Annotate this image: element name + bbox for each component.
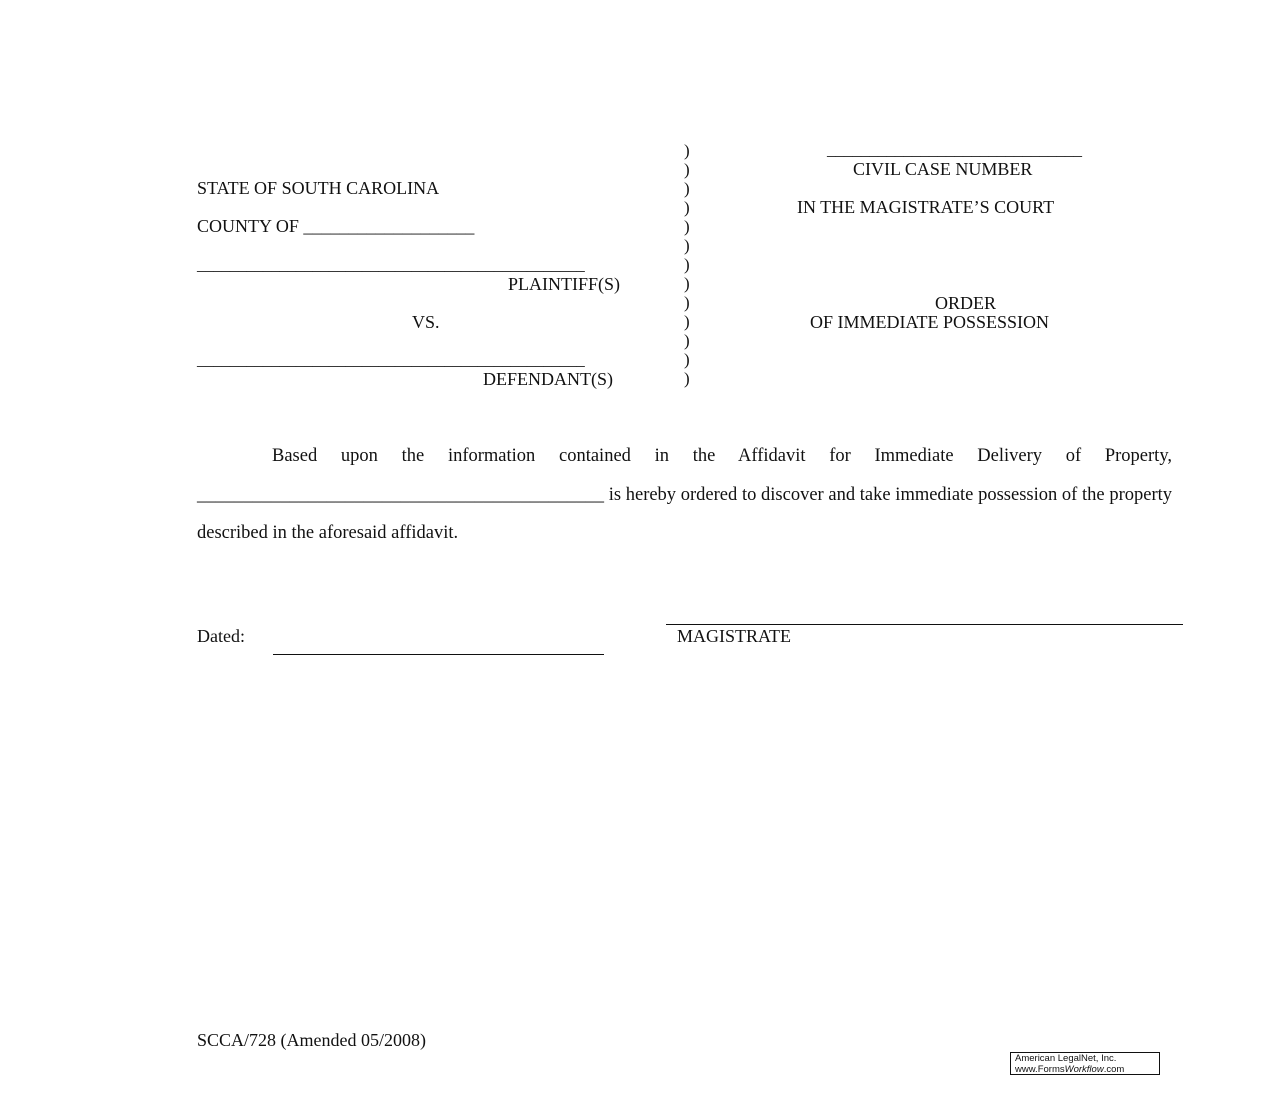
defendant-name-line[interactable]: _______________________________________________: [197, 350, 585, 369]
bracket-paren: ): [684, 236, 690, 255]
magistrate-label: MAGISTRATE: [677, 626, 792, 646]
bracket-paren: ): [684, 255, 690, 274]
date-signature-line[interactable]: [273, 654, 604, 655]
bracket-paren: ): [684, 350, 690, 369]
order-paragraph: [197, 437, 1172, 553]
bracket-paren: ): [684, 217, 690, 236]
bracket-paren: ): [684, 274, 690, 293]
county-field[interactable]: COUNTY OF ___________________: [197, 216, 475, 236]
vendor-badge: [1010, 1052, 1160, 1075]
state-heading: STATE OF SOUTH CAROLINA: [197, 178, 440, 198]
magistrate-signature-line[interactable]: [666, 624, 1183, 625]
order-subtitle: OF IMMEDIATE POSSESSION: [810, 312, 1050, 332]
bracket-paren: ): [684, 293, 690, 312]
defendant-label: DEFENDANT(S): [483, 369, 613, 389]
dated-label: Dated:: [197, 626, 245, 646]
plaintiff-label: PLAINTIFF(S): [508, 274, 621, 294]
bracket-paren: ): [684, 179, 690, 198]
form-id: SCCA/728 (Amended 05/2008): [197, 1030, 426, 1050]
order-text-part2: is hereby ordered to discover and take immediate possession of the property described in the aforesaid affidavit.: [197, 484, 1172, 543]
bracket-paren: ): [684, 331, 690, 350]
officer-name-blank[interactable]: ____________________________________________: [197, 484, 604, 505]
order-text-part1: Based upon the information contained in the Affidavit for Immediate Delivery of Property,: [272, 446, 1172, 466]
vendor-name: American LegalNet, Inc.: [1015, 1053, 1117, 1064]
court-heading: IN THE MAGISTRATE’S COURT: [797, 197, 1055, 217]
bracket-paren: ): [684, 369, 690, 388]
vendor-url: www.FormsWorkflow.com: [1015, 1064, 1125, 1075]
case-number-label: CIVIL CASE NUMBER: [853, 159, 1033, 179]
bracket-paren: ): [684, 160, 690, 179]
bracket-paren: ): [684, 198, 690, 217]
versus-label: VS.: [412, 312, 440, 332]
bracket-paren: ): [684, 312, 690, 331]
order-title: ORDER: [935, 293, 997, 313]
plaintiff-name-line[interactable]: _______________________________________________: [197, 255, 585, 274]
bracket-paren: ): [684, 141, 690, 160]
case-number-line[interactable]: ______________________________: [827, 140, 1082, 159]
